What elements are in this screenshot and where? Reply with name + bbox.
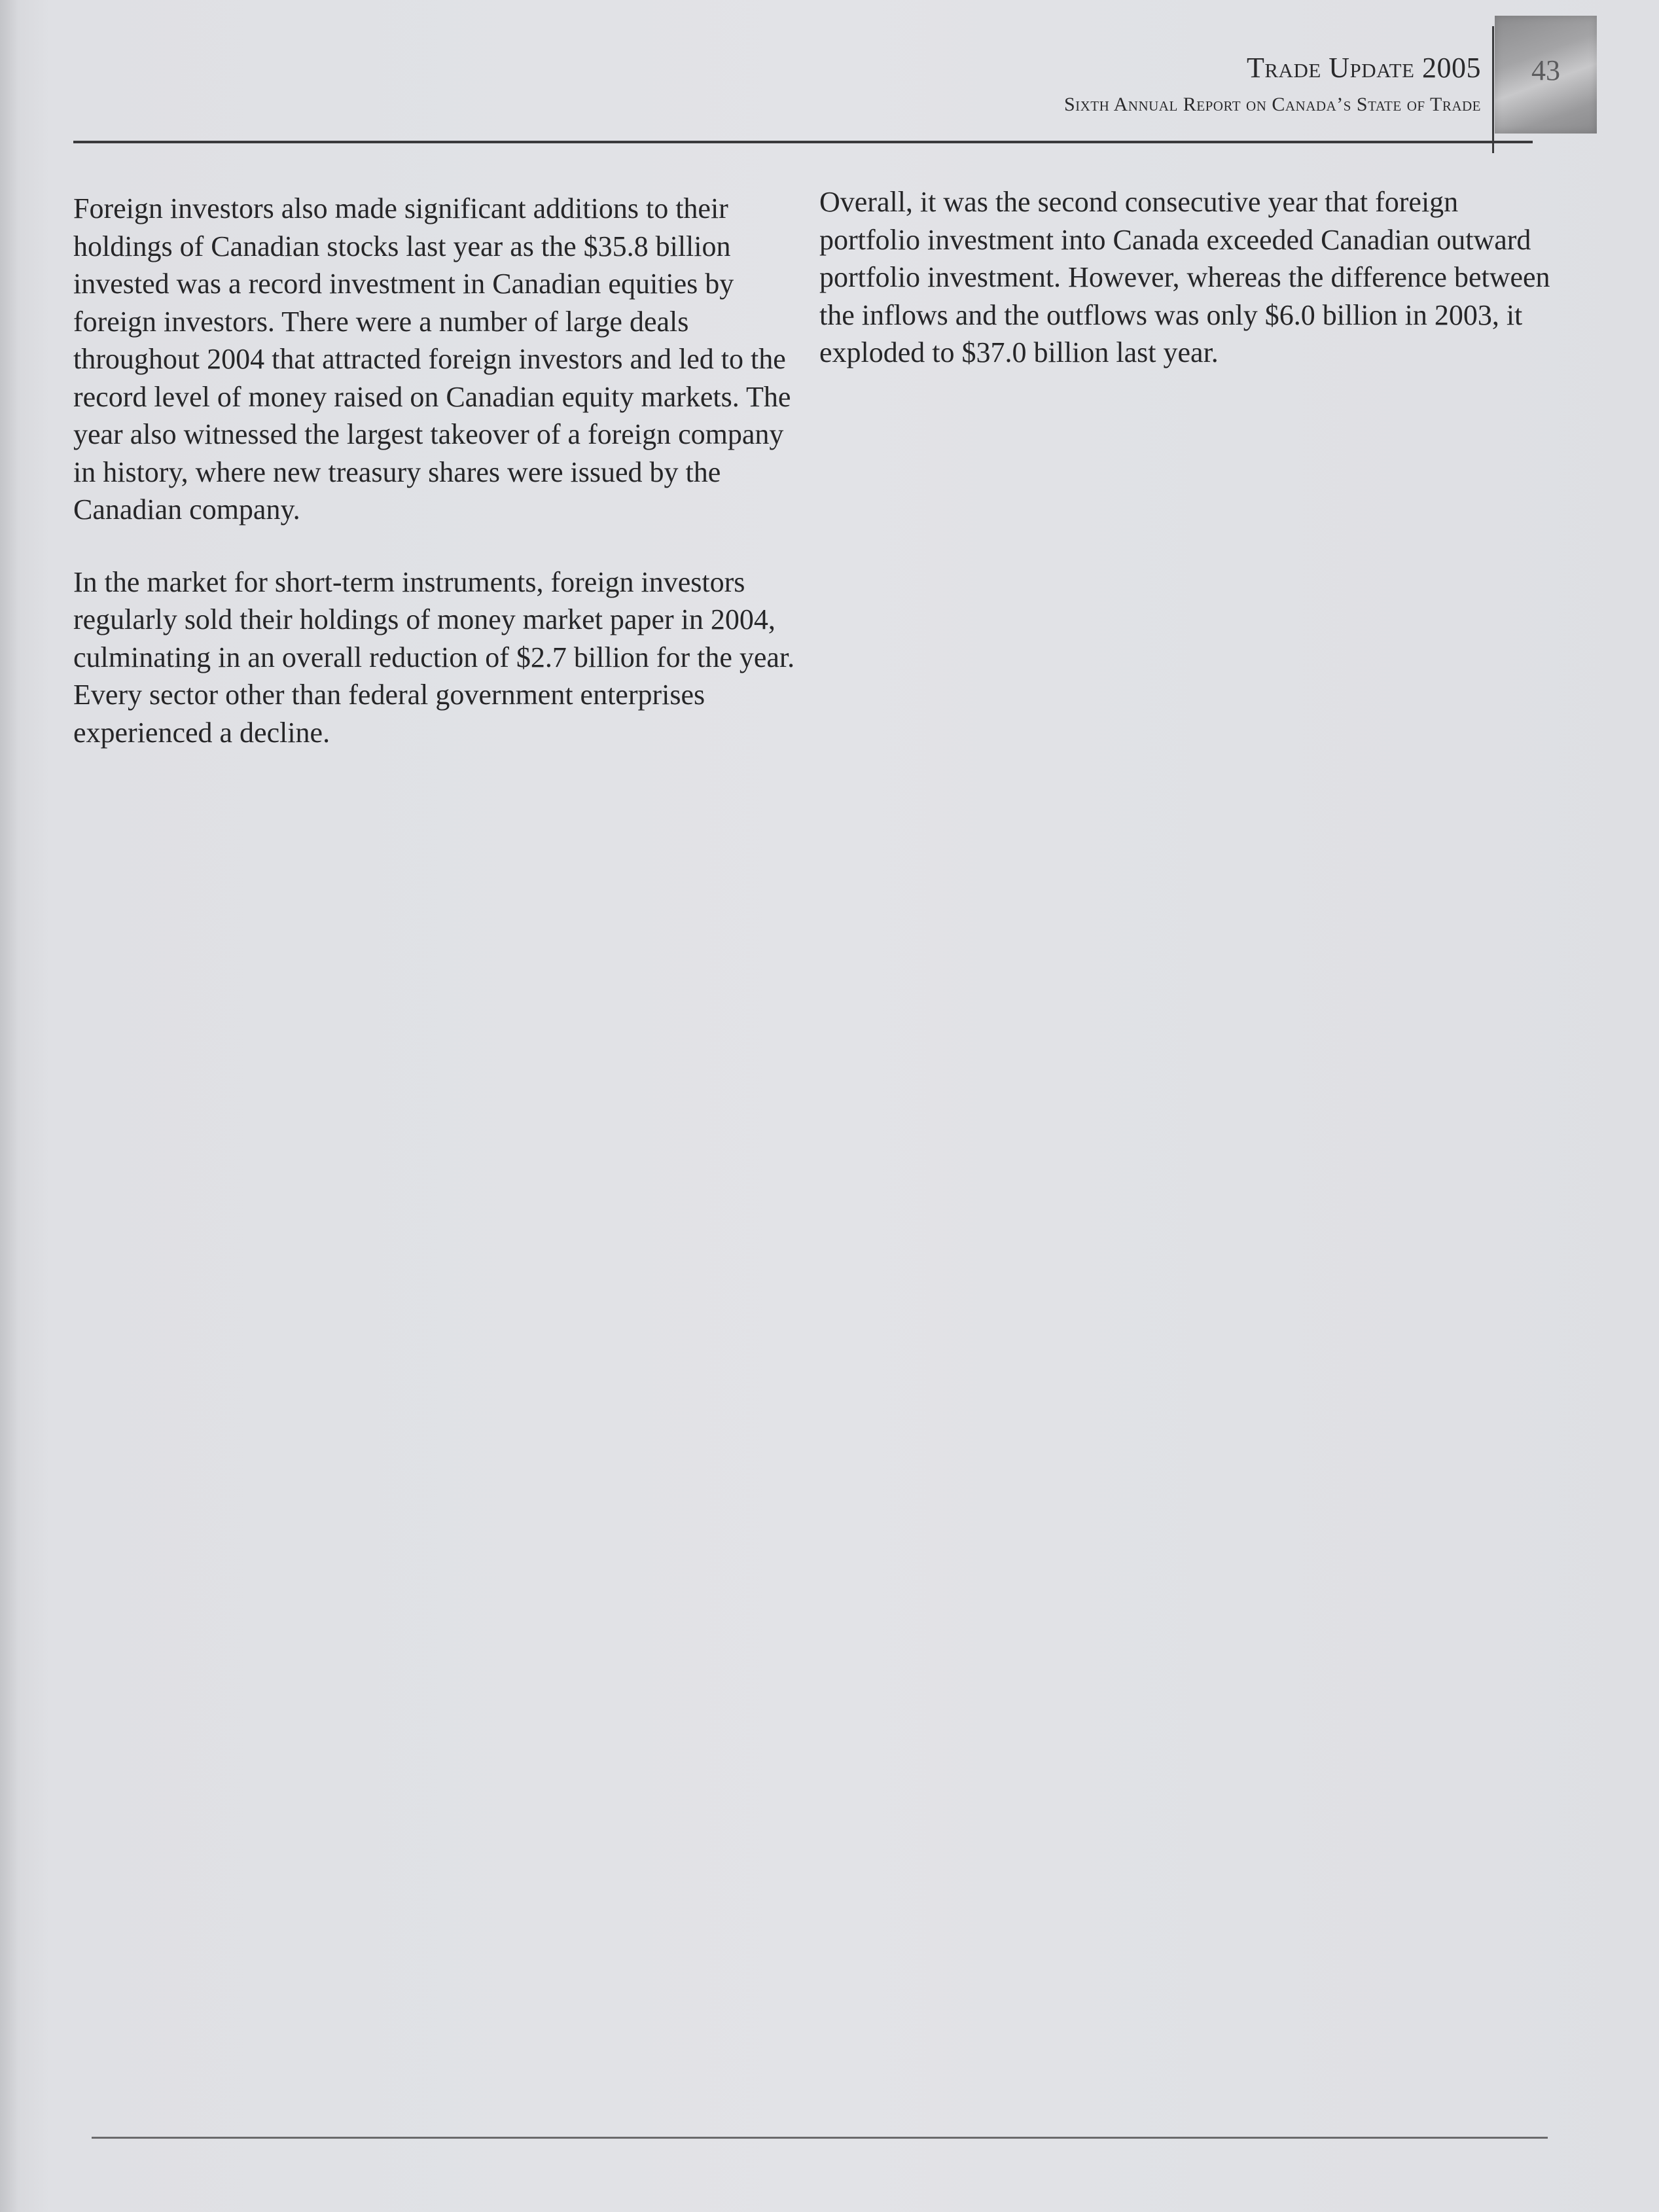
page-number-badge bbox=[1495, 16, 1597, 134]
right-text-column bbox=[819, 183, 1559, 406]
paragraph: In the market for short-term instruments, foreign investors regularly sold their holdings of money market paper in 2004, culminating in an overall reduction of $2.7 billion for the year. Every sector other than federal government enterprises experienced a decline. bbox=[73, 565, 795, 749]
page-number: 43 bbox=[1531, 54, 1560, 86]
running-header-subtitle: Sixth Annual Report on Canada’s State of Trade bbox=[1063, 94, 1481, 115]
page-edge-shadow bbox=[0, 0, 18, 2212]
footer-divider bbox=[92, 2137, 1548, 2139]
header-divider bbox=[73, 141, 1533, 143]
header-vertical-divider bbox=[1492, 26, 1494, 153]
running-header-title: Trade Update 2005 bbox=[1247, 52, 1481, 84]
left-text-column bbox=[73, 190, 800, 786]
paragraph: Foreign investors also made significant additions to their holdings of Canadian stocks last year as the $35.8 billion invested was a record investment in Canadian equities by foreign investors. There were a number of large deals throughout 2004 that attracted foreign investors and led to the record level of money raised on Canadian equity markets. The year also witnessed the largest takeover of a foreign company in history, where new treasury shares were issued by the Canadian company. bbox=[73, 192, 791, 526]
paragraph: Overall, it was the second consecutive year that foreign portfolio investment into Canada exceeded Canadian outward portfolio investment. However, whereas the difference between the inflows and the outflows was only $6.0 billion in 2003, it exploded to $37.0 billion last year. bbox=[819, 186, 1550, 368]
